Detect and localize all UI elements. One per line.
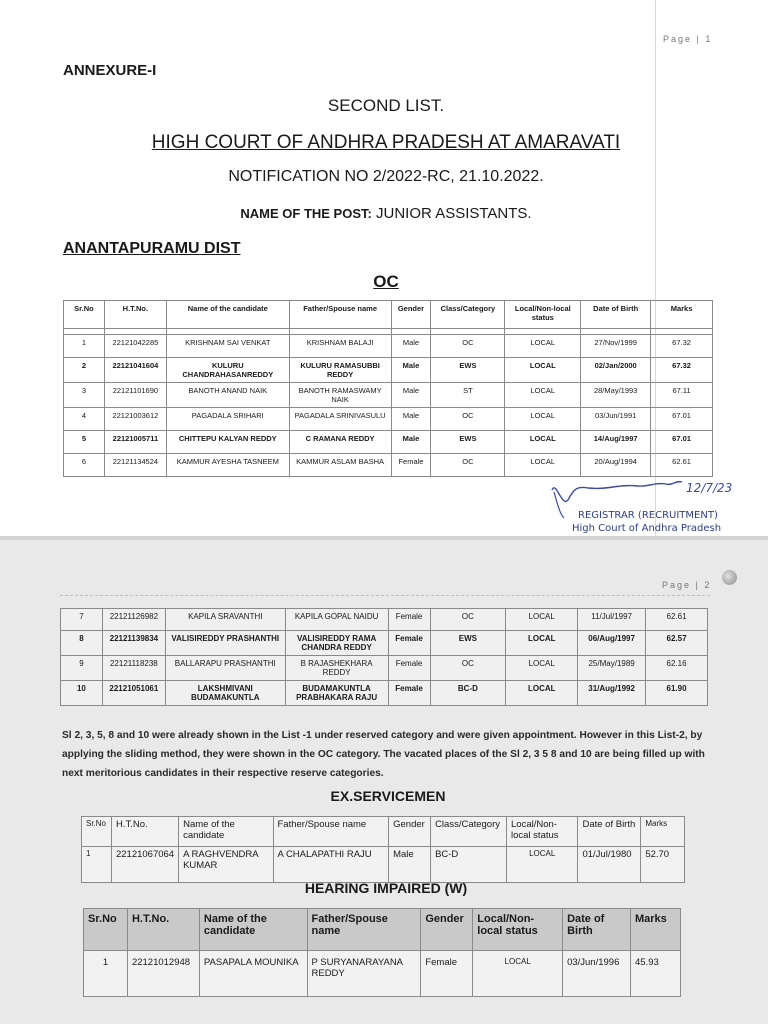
- cell-name: CHITTEPU KALYAN REDDY: [166, 431, 289, 454]
- table-row: [64, 358, 713, 383]
- cell-marks: 67.01: [651, 408, 713, 431]
- cell-name: A RAGHVENDRA KUMAR: [179, 847, 273, 883]
- cell-marks: 62.16: [646, 656, 708, 681]
- cell-marks: 61.90: [646, 681, 708, 706]
- col-header: Marks: [641, 817, 685, 847]
- col-header: Name of the candidate: [166, 301, 289, 329]
- cell-name: KULURU CHANDRAHASANREDDY: [166, 358, 289, 383]
- cell-cat: BC-D: [430, 681, 506, 706]
- cell-ht: 22121005711: [104, 431, 166, 454]
- table-row: [84, 951, 681, 997]
- col-header: H.T.No.: [111, 817, 178, 847]
- col-header: Local/Non-local status: [507, 817, 578, 847]
- cell-name: PASAPALA MOUNIKA: [199, 951, 307, 997]
- cell-ht: 22121012948: [127, 951, 199, 997]
- post-label: NAME OF THE POST:: [240, 206, 372, 221]
- table-row: [64, 335, 713, 358]
- cell-ht: 22121134524: [104, 454, 166, 477]
- cell-marks: 67.11: [651, 383, 713, 408]
- cell-marks: 67.32: [651, 358, 713, 383]
- col-header: Marks: [631, 909, 681, 951]
- cell-marks: 62.61: [651, 454, 713, 477]
- cell-sr: 5: [64, 431, 105, 454]
- cell-cat: OC: [431, 335, 505, 358]
- table-row: [64, 454, 713, 477]
- cell-father: KULURU RAMASUBBI REDDY: [289, 358, 391, 383]
- cell-gender: Female: [388, 631, 430, 656]
- cell-sr: 4: [64, 408, 105, 431]
- col-header: Class/Category: [431, 817, 507, 847]
- cell-gender: Male: [391, 383, 431, 408]
- cell-name: KAPILA SRAVANTHI: [165, 609, 285, 631]
- table-row: [61, 631, 708, 656]
- cell-cat: OC: [431, 408, 505, 431]
- col-header: Local/Non-local status: [505, 301, 581, 329]
- cell-ht: 22121051061: [102, 681, 165, 706]
- table-header-row: [64, 301, 713, 329]
- cell-father: KAMMUR ASLAM BASHA: [289, 454, 391, 477]
- signatory-office: High Court of Andhra Pradesh: [572, 523, 722, 534]
- col-header: Local/Non-local status: [473, 909, 563, 951]
- cell-father: PAGADALA SRINIVASULU: [289, 408, 391, 431]
- cell-father: BUDAMAKUNTLA PRABHAKARA RAJU: [285, 681, 388, 706]
- table-row: [64, 408, 713, 431]
- notification-line: NOTIFICATION NO 2/2022-RC, 21.10.2022.: [228, 168, 544, 185]
- cell-gender: Female: [388, 681, 430, 706]
- col-header: Name of the candidate: [199, 909, 307, 951]
- cell-name: KAMMUR AYESHA TASNEEM: [166, 454, 289, 477]
- col-header: Sr.No: [82, 817, 112, 847]
- cell-dob: 20/Aug/1994: [581, 454, 651, 477]
- cell-status: LOCAL: [505, 335, 581, 358]
- list-title: SECOND LIST.: [327, 96, 445, 115]
- cell-cat: OC: [431, 454, 505, 477]
- cell-ht: 22121067064: [111, 847, 178, 883]
- col-header: Father/Spouse name: [273, 817, 389, 847]
- cell-dob: 25/May/1989: [578, 656, 646, 681]
- cell-gender: Male: [391, 408, 431, 431]
- signature-date: 12/7/23: [686, 481, 733, 495]
- cell-dob: 28/May/1993: [581, 383, 651, 408]
- cell-father: VALISIREDDY RAMA CHANDRA REDDY: [285, 631, 388, 656]
- cell-gender: Male: [391, 431, 431, 454]
- post-line: [0, 205, 768, 222]
- table-header-row: [84, 909, 681, 951]
- cell-ht: 22121003612: [104, 408, 166, 431]
- table-row: [61, 681, 708, 706]
- cell-status: LOCAL: [473, 951, 563, 997]
- col-header: Sr.No: [84, 909, 128, 951]
- cell-ht: 22121126982: [102, 609, 165, 631]
- hearing-impaired-table: [83, 908, 681, 997]
- cell-cat: OC: [430, 609, 506, 631]
- cell-status: LOCAL: [506, 656, 578, 681]
- cell-status: LOCAL: [507, 847, 578, 883]
- sliding-method-note: Sl 2, 3, 5, 8 and 10 were already shown in the List -1 under reserved category and were given appointment. However in this List-2, by applying the sliding method, they were shown in the OC category. The vacated places of the Sl 2, 3 5 8 and 10 are being filled up with next meritorious candidates in their respective reserve categories.: [62, 730, 705, 779]
- cell-gender: Female: [388, 609, 430, 631]
- hearing-impaired-heading: HEARING IMPAIRED (W): [304, 880, 468, 896]
- cell-sr: 10: [61, 681, 103, 706]
- table-row: [61, 609, 708, 631]
- cell-cat: EWS: [430, 631, 506, 656]
- table-row: [64, 383, 713, 408]
- cell-marks: 62.57: [646, 631, 708, 656]
- cell-gender: Male: [391, 335, 431, 358]
- cell-status: LOCAL: [505, 358, 581, 383]
- post-value: JUNIOR ASSISTANTS.: [376, 205, 532, 222]
- cell-father: A CHALAPATHI RAJU: [273, 847, 389, 883]
- cell-cat: OC: [430, 656, 506, 681]
- cell-father: C RAMANA REDDY: [289, 431, 391, 454]
- cell-sr: 6: [64, 454, 105, 477]
- cell-sr: 8: [61, 631, 103, 656]
- cell-name: VALISIREDDY PRASHANTHI: [165, 631, 285, 656]
- cell-status: LOCAL: [506, 609, 578, 631]
- cell-dob: 03/Jun/1991: [581, 408, 651, 431]
- col-header: Date of Birth: [563, 909, 631, 951]
- cell-gender: Male: [391, 358, 431, 383]
- table-row: [64, 431, 713, 454]
- cell-sr: 9: [61, 656, 103, 681]
- cell-ht: 22121118238: [102, 656, 165, 681]
- category-heading: OC: [373, 272, 399, 291]
- district-heading: ANANTAPURAMU DIST: [63, 240, 241, 257]
- col-header: Class/Category: [431, 301, 505, 329]
- cell-marks: 45.93: [631, 951, 681, 997]
- ex-servicemen-table: [81, 816, 685, 883]
- cell-status: LOCAL: [505, 408, 581, 431]
- cell-status: LOCAL: [505, 431, 581, 454]
- cell-dob: 31/Aug/1992: [578, 681, 646, 706]
- cell-father: P SURYANARAYANA REDDY: [307, 951, 421, 997]
- cell-dob: 06/Aug/1997: [578, 631, 646, 656]
- col-header: Gender: [391, 301, 431, 329]
- cell-name: BANOTH ANAND NAIK: [166, 383, 289, 408]
- col-header: Date of Birth: [578, 817, 641, 847]
- cell-dob: 03/Jun/1996: [563, 951, 631, 997]
- table-header-row: [82, 817, 685, 847]
- cell-name: LAKSHMIVANI BUDAMAKUNTLA: [165, 681, 285, 706]
- cell-father: B RAJASHEKHARA REDDY: [285, 656, 388, 681]
- cell-name: KRISHNAM SAI VENKAT: [166, 335, 289, 358]
- cell-gender: Female: [391, 454, 431, 477]
- cell-father: KAPILA GOPAL NAIDU: [285, 609, 388, 631]
- cell-ht: 22121041604: [104, 358, 166, 383]
- col-header: Father/Spouse name: [289, 301, 391, 329]
- cell-gender: Female: [421, 951, 473, 997]
- cell-marks: 67.32: [651, 335, 713, 358]
- col-header: Gender: [389, 817, 431, 847]
- cell-sr: 1: [84, 951, 128, 997]
- cell-status: LOCAL: [505, 383, 581, 408]
- cell-marks: 67.01: [651, 431, 713, 454]
- cell-marks: 62.61: [646, 609, 708, 631]
- col-header: Sr.No: [64, 301, 105, 329]
- cell-name: BALLARAPU PRASHANTHI: [165, 656, 285, 681]
- cell-ht: 22121101690: [104, 383, 166, 408]
- cell-cat: ST: [431, 383, 505, 408]
- cell-sr: 3: [64, 383, 105, 408]
- col-header: Date of Birth: [581, 301, 651, 329]
- cell-ht: 22121042285: [104, 335, 166, 358]
- page-number-label: Page | 2: [662, 580, 712, 590]
- court-title: HIGH COURT OF ANDHRA PRADESH AT AMARAVATI: [151, 132, 621, 153]
- cell-category: BC-D: [431, 847, 507, 883]
- cell-marks: 52.70: [641, 847, 685, 883]
- header-rule: [60, 595, 710, 596]
- cell-status: LOCAL: [506, 631, 578, 656]
- cell-sr: 7: [61, 609, 103, 631]
- punch-hole-icon: [722, 570, 737, 585]
- cell-status: LOCAL: [505, 454, 581, 477]
- col-header: Name of the candidate: [179, 817, 273, 847]
- cell-cat: EWS: [431, 358, 505, 383]
- table-row: [82, 847, 685, 883]
- cell-name: PAGADALA SRIHARI: [166, 408, 289, 431]
- cell-father: BANOTH RAMASWAMY NAIK: [289, 383, 391, 408]
- col-header: Father/Spouse name: [307, 909, 421, 951]
- cell-sr: 1: [82, 847, 112, 883]
- cell-dob: 02/Jan/2000: [581, 358, 651, 383]
- col-header: H.T.No.: [104, 301, 166, 329]
- cell-sr: 1: [64, 335, 105, 358]
- cell-status: LOCAL: [506, 681, 578, 706]
- cell-sr: 2: [64, 358, 105, 383]
- ex-servicemen-heading: EX.SERVICEMEN: [330, 788, 446, 804]
- cell-dob: 11/Jul/1997: [578, 609, 646, 631]
- oc-candidates-table: [63, 300, 713, 477]
- cell-gender: Male: [389, 847, 431, 883]
- col-header: Gender: [421, 909, 473, 951]
- cell-father: KRISHNAM BALAJI: [289, 335, 391, 358]
- cell-dob: 27/Nov/1999: [581, 335, 651, 358]
- cell-ht: 22121139834: [102, 631, 165, 656]
- cell-cat: EWS: [431, 431, 505, 454]
- oc-continued-table: [60, 608, 708, 706]
- cell-dob: 14/Aug/1997: [581, 431, 651, 454]
- col-header: H.T.No.: [127, 909, 199, 951]
- col-header: Marks: [651, 301, 713, 329]
- cell-gender: Female: [388, 656, 430, 681]
- signatory-title: REGISTRAR (RECRUITMENT): [578, 510, 718, 521]
- page-number-label: Page | 1: [663, 34, 713, 44]
- cell-dob: 01/Jul/1980: [578, 847, 641, 883]
- annexure-label: ANNEXURE-I: [63, 62, 157, 79]
- table-row: [61, 656, 708, 681]
